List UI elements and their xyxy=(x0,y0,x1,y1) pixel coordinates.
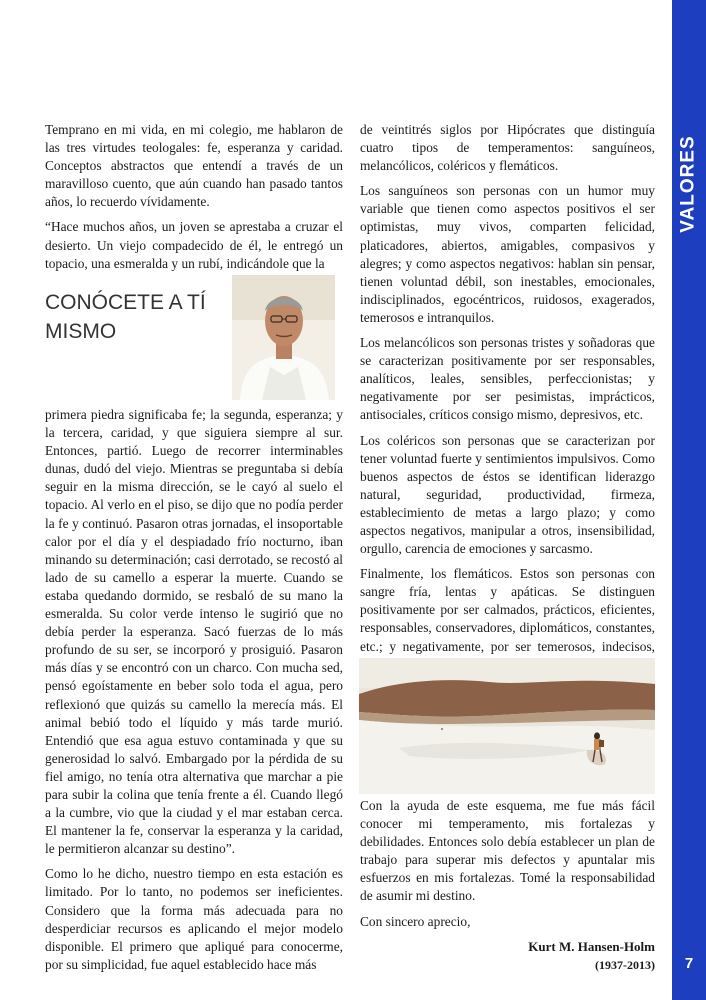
left-column-top xyxy=(45,121,343,280)
paragraph: Con la ayuda de este esquema, me fue más fácil conocer mi temperamento, mis fortalezas y debilidades. Entonces solo debía establecer un plan de trabajo para superar mis defectos y apuntalar mis esfuerzos en mis fortalezas. Tomé la responsabilidad de asumir mi destino. xyxy=(360,798,655,904)
left-column-bottom xyxy=(45,406,343,981)
author-portrait xyxy=(232,275,335,400)
paragraph: Como lo he dicho, nuestro tiempo en esta estación es limitado. Por lo tanto, no podemos ser ineficientes. Considero que la forma más adecuada para no desperdiciar recursos es aplicando el mejor modelo disponible. El primero que apliqué para conocerme, por su simplicidad, fue aquel establecido hace más xyxy=(45,866,343,972)
paragraph: “Hace muchos años, un joven se aprestaba a cruzar el desierto. Un viejo compadecido de él, le entregó un topacio, una esmeralda y un rubí, indicándole que la xyxy=(45,219,343,271)
page-number: 7 xyxy=(684,955,694,972)
right-column-top xyxy=(360,121,655,699)
paragraph: Los melancólicos son personas tristes y soñadoras que se caracterizan positivamente por ser responsables, analíticos, leales, sensibles, perfeccionistas; y negativamente por ser pesimistas, imprácticos, antisociales, críticos consigo mismo, depresivos, etc. xyxy=(360,335,655,423)
author-years: (1937-2013) xyxy=(595,958,655,972)
paragraph: Los coléricos son personas que se caracterizan por tener voluntad fuerte y sentimientos impulsivos. Como buenos aspectos de éstos se identifican liderazgo natural, seguridad, productividad, firmeza, establecimiento de metas a largo plazo; y como aspectos negativos, manipular a otros, insensibilidad, orgullo, carencia de emociones y sarcasmo. xyxy=(360,432,655,557)
section-label-text: VALORES xyxy=(678,135,699,233)
portrait-photo-illustration xyxy=(232,275,335,400)
beach-photo-illustration xyxy=(359,658,655,794)
heading-line-1: CONÓCETE A TÍ xyxy=(45,291,206,314)
section-sidebar xyxy=(672,0,706,1000)
author-signature xyxy=(528,938,655,974)
beach-photo xyxy=(359,658,655,794)
paragraph: de veintitrés siglos por Hipócrates que distinguía cuatro tipos de temperamentos: sanguíneos, melancólicos, coléricos y flemáticos. xyxy=(360,122,655,174)
author-name: Kurt M. Hansen-Holm xyxy=(528,939,655,954)
paragraph: Finalmente, los flemáticos. Estos son personas con sangre fría, lentas y apáticas. Se distinguen positivamente por ser calmados, prácticos, eficientes, responsables, conservadores, diplomáticos, constantes, etc.; y negativamente, por ser temerosos, indecisos, xyxy=(360,566,655,654)
closing-line: Con sincero aprecio, xyxy=(360,913,471,929)
heading-line-2: MISMO xyxy=(45,320,117,343)
article-heading xyxy=(45,288,225,346)
right-column-bottom xyxy=(360,797,655,938)
paragraph: Temprano en mi vida, en mi colegio, me hablaron de las tres virtudes teologales: fe, esperanza y caridad. Conceptos abstractos que entendí a través de un maravilloso cuento, que aún cuando han pasado tantos años, lo recuerdo vívidamente. xyxy=(45,122,343,210)
paragraph: Los sanguíneos son personas con un humor muy variable que tienen como aspectos positivos el ser optimistas, muy vivos, comparten felicidad, platicadores, abiertos, amigables, compasivos y alegres; y como aspectos negativos: hablan sin pensar, tienen voluntad débil, son inestables, emocionales, indisciplinados, egocéntricos, ruidosos, exagerados, temerosos e intranquilos. xyxy=(360,183,655,325)
section-label xyxy=(672,124,706,244)
paragraph: primera piedra significaba fe; la segunda, esperanza; y la tercera, caridad, y que siguiera siempre al sur. Entonces, partió. Luego de recorrer interminables dunas, dudó del viejo. Mientras se preguntaba si debía seguir en la misma dirección, se le cayó al suelo el topacio. Al verlo en el piso, se dijo que no podía perder la fe y continuó. Pasaron otras jornadas, el insoportable calor por el día y el despiadado frío nocturno, iban minando su determinación; casi derrotado, se recostó al lado de su camello a esperar la muerte. Cuando se estaba quedando dormido, se resbaló de su mano la esmeralda. Su color verde intenso le sugirió que no debía perder la esperanza. Sacó fuerzas de lo más profundo de su ser, se incorporó y prosiguió. Pasaron más días y se encontró con un charco. Con mucha sed, pensó egoístamente en beber solo toda el agua, pero reflexionó que quizás su camello la merecía más. El animal bebió todo el líquido y más tarde murió. Entendió que esa agua estuvo contaminada y que su generosidad lo salvó. Embargado por la pérdida de su fiel amigo, no tenía otra alternativa que marchar a pie para subir la colina que tenía frente a él. Cuando llegó a la cumbre, vio que la ciudad y el mar estaban cerca. El mantener la fe, conservar la esperanza y la caridad, le permitieron alcanzar su destino”. xyxy=(45,407,343,857)
